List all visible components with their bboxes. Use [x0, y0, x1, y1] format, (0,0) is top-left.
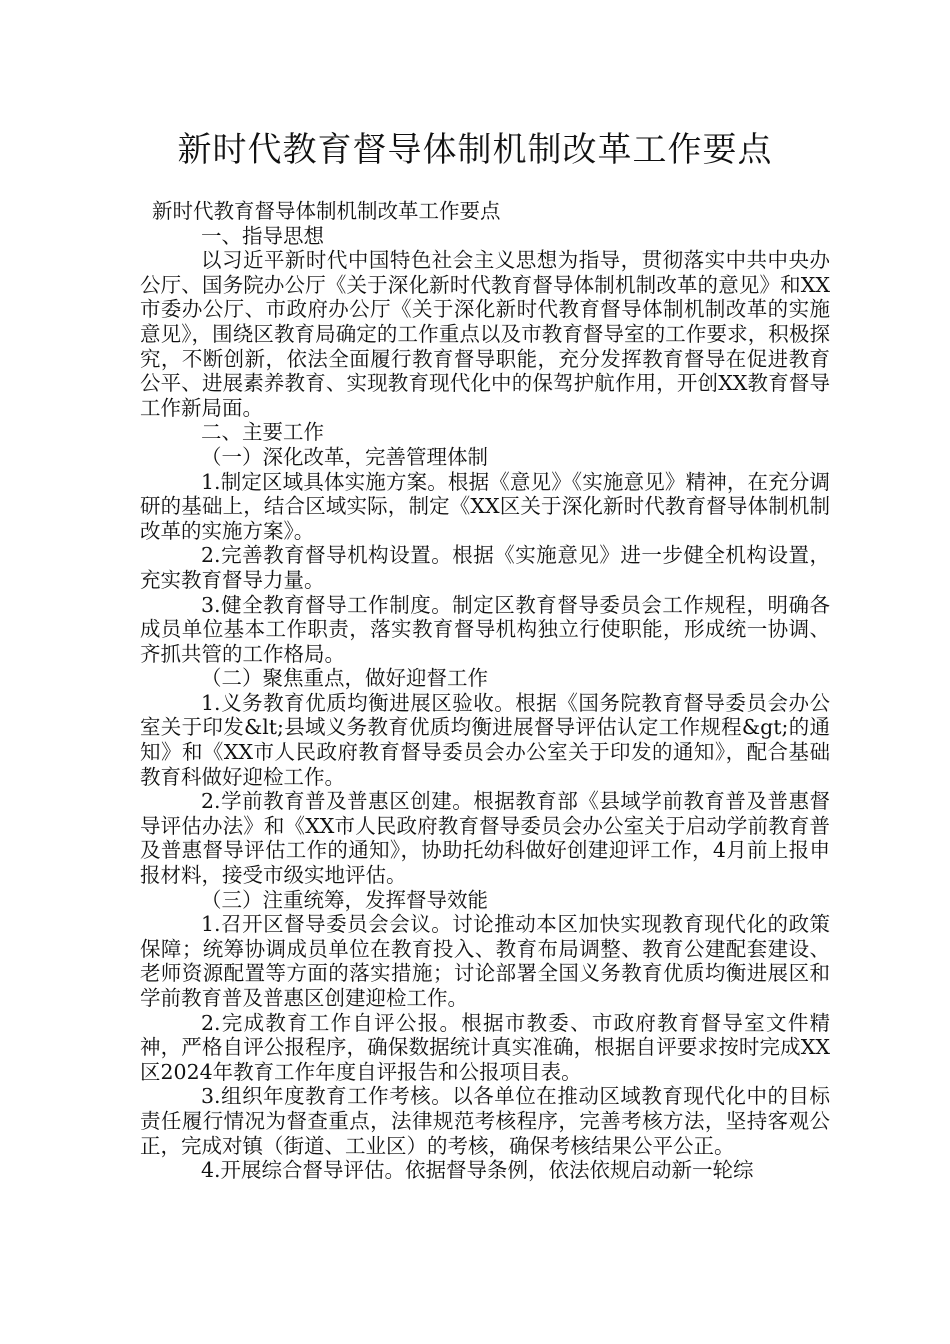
- subsection-heading: （二）聚焦重点，做好迎督工作: [201, 666, 488, 691]
- paragraph: 2.完善教育督导机构设置。根据《实施意见》进一步健全机构设置，充实教育督导力量。: [140, 543, 830, 592]
- paragraph: 1.义务教育优质均衡进展区验收。根据《国务院教育督导委员会办公室关于印发&lt;县域义务教育优质均衡进展督导评估认定工作规程&gt;的通知》和《XX市人民政府教育督导委员会办公室关于印发的通知》，配合基础教育科做好迎检工作。: [140, 690, 830, 789]
- document-title: 新时代教育督导体制机制改革工作要点: [177, 130, 773, 170]
- document-subtitle: 新时代教育督导体制机制改革工作要点: [152, 199, 501, 223]
- subsection-heading: （三）注重统筹，发挥督导效能: [201, 887, 488, 912]
- paragraph: 2.学前教育普及普惠区创建。根据教育部《县域学前教育普及普惠督导评估办法》和《XX市人民政府教育督导委员会办公室关于启动学前教育普及普惠督导评估工作的通知》，协助托幼科做好创建迎评工作，4月前上报申报材料，接受市级实地评估。: [140, 789, 830, 888]
- document-body: [140, 199, 830, 1183]
- subsection-heading: （一）深化改革，完善管理体制: [201, 444, 488, 469]
- paragraph: 3.组织年度教育工作考核。以各单位在推动区域教育现代化中的目标责任履行情况为督查重点，法律规范考核程序，完善考核方法，坚持客观公正，完成对镇（街道、工业区）的考核，确保考核结果公平公正。: [140, 1084, 830, 1158]
- paragraph: 3.健全教育督导工作制度。制定区教育督导委员会工作规程，明确各成员单位基本工作职责，落实教育督导机构独立行使职能，形成统一协调、齐抓共管的工作格局。: [140, 592, 830, 666]
- paragraph: 以习近平新时代中国特色社会主义思想为指导，贯彻落实中共中央办公厅、国务院办公厅《关于深化新时代教育督导体制机制改革的意见》和XX市委办公厅、市政府办公厅《关于深化新时代教育督导体制机制改革的实施意见》，围绕区教育局确定的工作重点以及市教育督导室的工作要求，积极探究，不断创新，依法全面履行教育督导职能，充分发挥教育督导在促进教育公平、进展素养教育、实现教育现代化中的保驾护航作用，开创XX教育督导工作新局面。: [140, 248, 830, 420]
- paragraph: 1.召开区督导委员会会议。讨论推动本区加快实现教育现代化的政策保障；统筹协调成员单位在教育投入、教育布局调整、教育公建配套建设、老师资源配置等方面的落实措施；讨论部署全国义务教育优质均衡进展区和学前教育普及普惠区创建迎检工作。: [140, 912, 830, 1010]
- paragraph: 1.制定区域具体实施方案。根据《意见》《实施意见》精神，在充分调研的基础上，结合区域实际，制定《XX区关于深化新时代教育督导体制机制改革的实施方案》。: [140, 469, 830, 543]
- paragraph: 2.完成教育工作自评公报。根据市教委、市政府教育督导室文件精神，严格自评公报程序，确保数据统计真实准确，根据自评要求按时完成XX区2024年教育工作年度自评报告和公报项目表。: [140, 1010, 830, 1084]
- paragraph: 4.开展综合督导评估。依据督导条例，依法依规启动新一轮综: [201, 1158, 754, 1183]
- section-heading-guiding-ideology: 一、指导思想: [201, 223, 324, 248]
- section-heading-main-work: 二、主要工作: [201, 420, 324, 445]
